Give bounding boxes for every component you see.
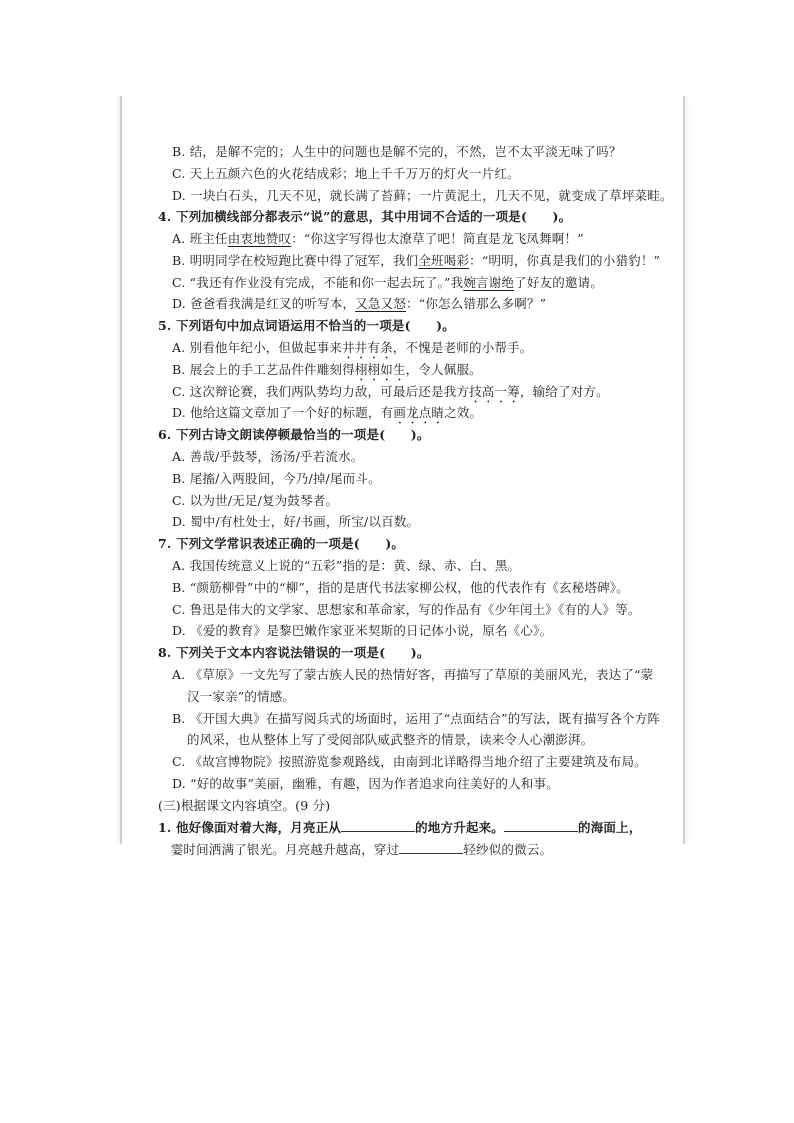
exam-line-d6: D. 蜀中/有杜处士，好/书画，所宝/以百数。 — [172, 514, 420, 529]
exam-line-q8: 8. 下列关于文本内容说法错误的一项是( )。 — [158, 645, 430, 660]
dotted-phrase: 画龙点睛 — [393, 405, 445, 420]
line-text-segment: B. 明明同学在校短跑比赛中得了冠军，我们 — [172, 253, 419, 268]
exam-line-c7: C. 鲁迅是伟大的文学家、思想家和革命家，写的作品有《少年闰土》《有的人》等。 — [172, 602, 641, 617]
line-text-segment: 轻纱似的微云。 — [463, 842, 553, 857]
line-text-segment: 1. 他好像面对着大海，月亮正从 — [158, 820, 342, 835]
line-text-segment: 了好友的邀请。 — [514, 275, 604, 290]
fill-in-blank[interactable] — [504, 820, 578, 832]
underlined-phrase: 婉言谢绝 — [463, 275, 515, 290]
line-text-segment: ：“你这字写得也太潦草了吧！简直是龙飞凤舞啊！” — [291, 231, 584, 246]
exam-line-d7: D. 《爱的教育》是黎巴嫩作家亚米契斯的日记体小说，原名《心》。 — [172, 623, 553, 638]
exam-line-d4 — [172, 296, 546, 312]
scan-left-edge — [120, 96, 122, 844]
exam-line-f1 — [158, 820, 642, 836]
exam-line-d3: D. 一块白石头，几天不见，就长满了苔藓；一片黄泥土，几天不见，就变成了草坪菜畦。 — [172, 188, 673, 203]
line-text-segment: ：“明明，你真是我们的小猎豹！” — [469, 253, 661, 268]
line-text-segment: C. “我还有作业没有完成，不能和你一起去玩了。”我 — [172, 275, 464, 290]
scan-right-edge — [683, 96, 685, 844]
exam-line-b7: B. “颜筋柳骨”中的“柳”，指的是唐代书法家柳公权，他的代表作有《玄秘塔碑》。 — [172, 580, 629, 595]
exam-line-a8b: 汉一家亲”的情感。 — [187, 689, 296, 704]
exam-line-q7: 7. 下列文学常识表述正确的一项是( )。 — [158, 536, 405, 551]
line-text-segment: D. 爸爸看我满是红叉的听写本， — [172, 296, 356, 311]
exam-line-c3: C. 天上五颜六色的火花结成彩；地上千千万万的灯火一片红。 — [172, 166, 520, 181]
exam-line-f1b — [158, 842, 552, 858]
underlined-phrase: 又急又怒 — [355, 296, 407, 311]
exam-line-b6: B. 尾搐/入两股间，今乃/掉/尾而斗。 — [172, 471, 381, 486]
exam-line-d5 — [172, 405, 482, 427]
exam-line-b4 — [172, 253, 660, 269]
line-text-segment: 的海面上， — [578, 820, 642, 835]
underlined-phrase: 全班喝彩 — [418, 253, 470, 268]
exam-line-q6: 6. 下列古诗文朗读停顿最恰当的一项是( )。 — [158, 427, 430, 442]
line-text-segment: A. 别看他年纪小，但做起事来 — [172, 340, 342, 355]
exam-line-a5 — [172, 340, 533, 362]
line-text-segment: C. 这次辩论赛，我们两队势均力敌，可最后还是我方 — [172, 384, 470, 399]
exam-line-b8b: 的风采，也从整体上写了受阅部队威武整齐的情景，读来令人心潮澎湃。 — [187, 732, 594, 747]
line-text-segment: B. 展会上的手工艺品件件雕刻得 — [172, 362, 355, 377]
exam-line-s3: (三)根据课文内容填空。(9 分) — [158, 798, 331, 813]
line-text-segment: 之效。 — [444, 405, 483, 420]
line-text-segment: D. 他给这篇文章加了一个好的标题，有 — [172, 405, 394, 420]
fill-in-blank[interactable] — [341, 820, 415, 832]
dotted-phrase: 井井有条 — [341, 340, 393, 355]
dotted-phrase: 栩栩如生 — [354, 362, 406, 377]
exam-line-b5 — [172, 362, 482, 384]
line-text-segment: ，输给了对方。 — [519, 384, 609, 399]
line-text-segment: ，令人佩服。 — [405, 362, 482, 377]
line-text-segment: ，不愧是老师的小帮手。 — [392, 340, 533, 355]
line-text-segment: 的地方升起来。 — [415, 820, 505, 835]
exam-line-q4: 4. 下列加横线部分都表示“说”的意思，其中用词不合适的一项是( )。 — [158, 209, 572, 224]
fill-in-blank[interactable] — [399, 842, 463, 854]
exam-line-c4 — [172, 275, 603, 291]
exam-line-q5: 5. 下列语句中加点词语运用不恰当的一项是( )。 — [158, 318, 455, 333]
exam-line-c6: C. 以为世/无足/复为鼓琴者。 — [172, 493, 339, 508]
exam-line-a7: A. 我国传统意义上说的“五彩”指的是：黄、绿、赤、白、黑。 — [172, 558, 521, 573]
line-text-segment: A. 班主任 — [172, 231, 228, 246]
exam-line-a8: A. 《草原》一文先写了蒙古族人民的热情好客，再描写了草原的美丽风光，表达了“蒙 — [172, 667, 654, 682]
line-text-segment: ：“你怎么错那么多啊？” — [406, 296, 547, 311]
exam-line-b3: B. 结，是解不完的；人生中的问题也是解不完的，不然，岂不太平淡无味了吗？ — [172, 144, 622, 159]
exam-line-d8: D. “好的故事”美丽，幽雅，有趣，因为作者追求向往美好的人和事。 — [172, 776, 559, 791]
exam-line-c8: C. 《故宫博物院》按照游览参观路线，由南到北详略得当地介绍了主要建筑及布局。 — [172, 754, 647, 769]
underlined-phrase: 由衷地赞叹 — [227, 231, 292, 246]
line-text-segment: 霎时间洒满了银光。月亮越升越高，穿过 — [158, 842, 400, 857]
exam-line-c5 — [172, 384, 609, 406]
dotted-phrase: 技高一筹 — [469, 384, 520, 399]
exam-line-b8: B. 《开国大典》在描写阅兵式的场面时，运用了“点面结合”的写法，既有描写各个方阵 — [172, 711, 661, 726]
exam-line-a4 — [172, 231, 584, 247]
exam-line-a6: A. 善哉/乎鼓琴，汤汤/乎若流水。 — [172, 449, 364, 464]
